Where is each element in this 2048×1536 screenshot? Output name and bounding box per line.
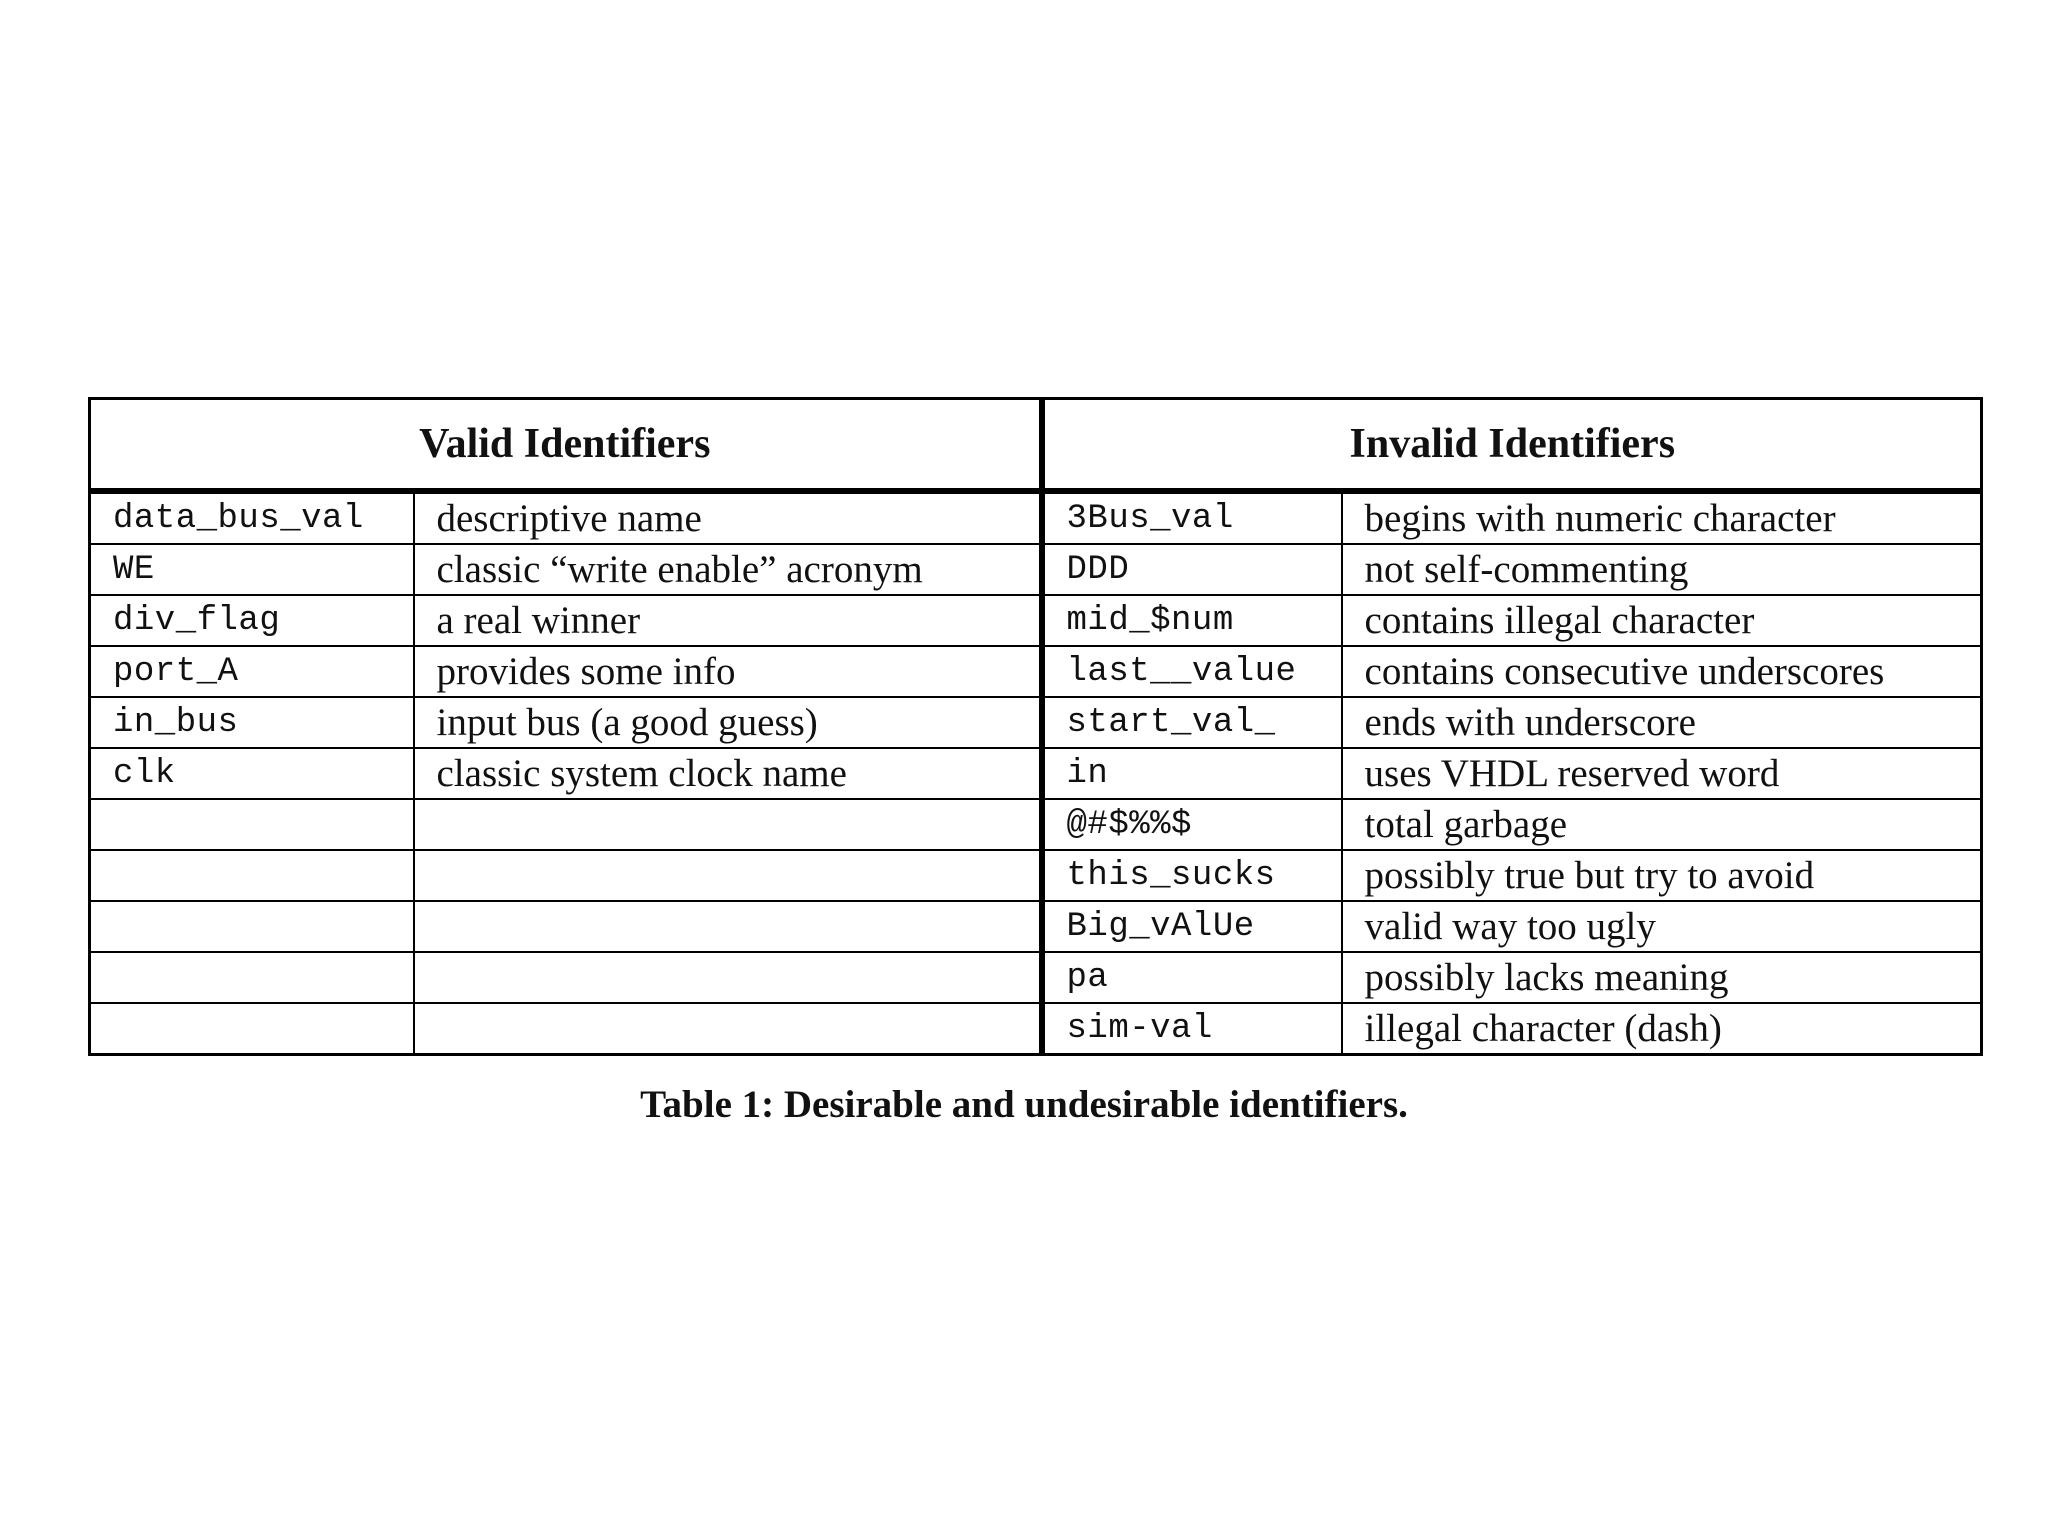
invalid-identifier-cell: pa bbox=[1042, 952, 1342, 1003]
identifiers-table bbox=[88, 397, 1983, 1056]
valid-description-cell: input bus (a good guess) bbox=[414, 697, 1042, 748]
invalid-identifier-cell: this_sucks bbox=[1042, 850, 1342, 901]
invalid-identifier-cell: @#$%%$ bbox=[1042, 799, 1342, 850]
valid-identifier-cell bbox=[90, 952, 414, 1003]
invalid-identifier-cell: DDD bbox=[1042, 544, 1342, 595]
table-body bbox=[90, 491, 1982, 1055]
invalid-identifier-cell: in bbox=[1042, 748, 1342, 799]
invalid-description-cell: contains illegal character bbox=[1342, 595, 1982, 646]
table-row bbox=[90, 1003, 1982, 1055]
table-header-row bbox=[90, 399, 1982, 492]
valid-identifier-cell: WE bbox=[90, 544, 414, 595]
valid-description-cell: classic “write enable” acronym bbox=[414, 544, 1042, 595]
valid-description-cell: classic system clock name bbox=[414, 748, 1042, 799]
invalid-identifiers-header: Invalid Identifiers bbox=[1042, 399, 1982, 492]
table-row bbox=[90, 748, 1982, 799]
valid-identifier-cell: div_flag bbox=[90, 595, 414, 646]
invalid-identifier-cell: 3Bus_val bbox=[1042, 491, 1342, 544]
valid-description-cell bbox=[414, 799, 1042, 850]
table-row bbox=[90, 544, 1982, 595]
valid-identifier-cell: data_bus_val bbox=[90, 491, 414, 544]
invalid-description-cell: contains consecutive underscores bbox=[1342, 646, 1982, 697]
table-row bbox=[90, 646, 1982, 697]
invalid-description-cell: uses VHDL reserved word bbox=[1342, 748, 1982, 799]
valid-identifier-cell bbox=[90, 901, 414, 952]
invalid-description-cell: valid way too ugly bbox=[1342, 901, 1982, 952]
valid-identifier-cell: port_A bbox=[90, 646, 414, 697]
valid-identifier-cell bbox=[90, 850, 414, 901]
invalid-description-cell: not self-commenting bbox=[1342, 544, 1982, 595]
invalid-description-cell: begins with numeric character bbox=[1342, 491, 1982, 544]
valid-description-cell: descriptive name bbox=[414, 491, 1042, 544]
invalid-identifier-cell: start_val_ bbox=[1042, 697, 1342, 748]
invalid-identifier-cell: sim-val bbox=[1042, 1003, 1342, 1055]
invalid-description-cell: total garbage bbox=[1342, 799, 1982, 850]
invalid-description-cell: ends with underscore bbox=[1342, 697, 1982, 748]
invalid-description-cell: possibly true but try to avoid bbox=[1342, 850, 1982, 901]
invalid-description-cell: possibly lacks meaning bbox=[1342, 952, 1982, 1003]
valid-description-cell: a real winner bbox=[414, 595, 1042, 646]
valid-identifier-cell: clk bbox=[90, 748, 414, 799]
invalid-identifier-cell: Big_vAlUe bbox=[1042, 901, 1342, 952]
valid-description-cell bbox=[414, 1003, 1042, 1055]
table-row bbox=[90, 901, 1982, 952]
table-row bbox=[90, 697, 1982, 748]
valid-description-cell bbox=[414, 952, 1042, 1003]
table-row bbox=[90, 799, 1982, 850]
invalid-identifier-cell: last__value bbox=[1042, 646, 1342, 697]
invalid-identifier-cell: mid_$num bbox=[1042, 595, 1342, 646]
valid-identifier-cell: in_bus bbox=[90, 697, 414, 748]
valid-identifier-cell bbox=[90, 799, 414, 850]
invalid-description-cell: illegal character (dash) bbox=[1342, 1003, 1982, 1055]
valid-identifier-cell bbox=[90, 1003, 414, 1055]
table-row bbox=[90, 850, 1982, 901]
table-row bbox=[90, 952, 1982, 1003]
valid-identifiers-header: Valid Identifiers bbox=[90, 399, 1042, 492]
valid-description-cell bbox=[414, 901, 1042, 952]
table-caption: Table 1: Desirable and undesirable identifiers. bbox=[640, 1083, 1408, 1126]
valid-description-cell: provides some info bbox=[414, 646, 1042, 697]
table-row bbox=[90, 595, 1982, 646]
table-row bbox=[90, 491, 1982, 544]
valid-description-cell bbox=[414, 850, 1042, 901]
